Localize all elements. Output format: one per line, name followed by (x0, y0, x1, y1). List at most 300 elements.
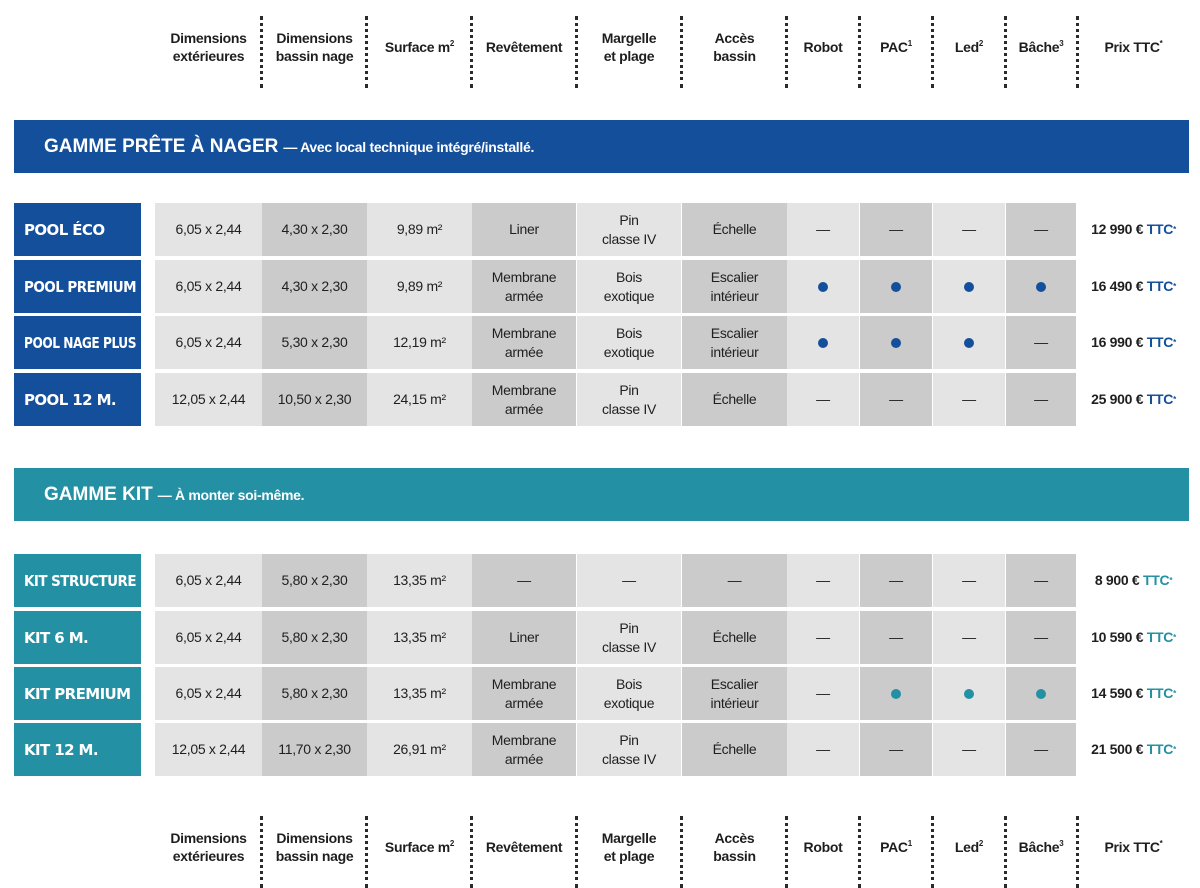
included-dot (891, 689, 901, 699)
header-separator (470, 816, 473, 888)
cell-value (713, 390, 757, 409)
cell-value (172, 390, 245, 409)
included-dot (818, 282, 828, 292)
cell-text-line: 5,30 x 2,30 (281, 334, 348, 350)
cell-text-line: classe IV (601, 400, 657, 417)
row-label (14, 316, 141, 369)
cell-text-line: Pin (619, 211, 639, 228)
cell-text-line: 9,89 m² (396, 278, 443, 294)
cell-surface (367, 723, 472, 776)
cell-text-line: 5,80 x 2,30 (281, 629, 348, 645)
cell-value (711, 675, 759, 713)
cell-robot (787, 667, 859, 720)
header-separator (575, 816, 578, 888)
cell-revetement (472, 611, 576, 664)
column-header-bottom (0, 812, 1200, 882)
cell-revetement (472, 203, 576, 256)
cell-text-line: Membrane (491, 268, 557, 285)
cell-value (1034, 571, 1048, 590)
cell-value (176, 684, 242, 703)
header-margelle (577, 812, 681, 882)
cell-text-line: Membrane (491, 675, 557, 692)
header-label (170, 829, 246, 865)
section-banner-prete (14, 120, 1189, 173)
cell-surface (367, 667, 472, 720)
cell-text-line: — (727, 572, 742, 588)
header-pac (860, 812, 932, 882)
cell-text-line: — (1034, 391, 1048, 407)
cell-value (602, 731, 656, 769)
header-robot (787, 12, 859, 82)
cell-bassin (262, 554, 367, 607)
cell-pac (860, 667, 932, 720)
row-name: KIT STRUCTURE (24, 571, 136, 590)
cell-ext (155, 260, 262, 313)
cell-bassin (262, 723, 367, 776)
header-separator (470, 16, 473, 88)
cell-text-line: armée (504, 400, 544, 417)
cell-value (282, 628, 348, 647)
header-text-line: bassin nage (275, 48, 354, 64)
header-text-line: Dimensions (276, 30, 353, 46)
price-value: 10 590 € (1091, 629, 1147, 645)
price-value: 12 990 € (1091, 221, 1147, 237)
header-separator (260, 16, 263, 88)
cell-margelle (577, 316, 681, 369)
header-text-line: Prix TTC (1104, 839, 1160, 855)
cell-margelle (577, 373, 681, 426)
cell-price: 21 500 € TTC * (1078, 723, 1189, 776)
cell-text-line: 10,50 x 2,30 (277, 391, 352, 407)
cell-text-line: — (622, 572, 636, 588)
cell-text-line: — (816, 391, 830, 407)
cell-bassin (262, 203, 367, 256)
cell-text-line: — (1034, 334, 1048, 350)
row-name: KIT 6 M. (24, 628, 89, 647)
cell-text-line: 6,05 x 2,44 (175, 572, 242, 588)
cell-value (713, 740, 757, 759)
price-value: 14 590 € (1091, 685, 1147, 701)
cell-pac (860, 723, 932, 776)
cell-price: 16 990 € TTC * (1078, 316, 1189, 369)
cell-surface (367, 260, 472, 313)
cell-bache (1006, 723, 1076, 776)
cell-value (604, 324, 655, 362)
price-value: 16 490 € (1091, 278, 1147, 294)
header-sup: 3 (1059, 839, 1064, 848)
row-name: POOL ÉCO (24, 220, 105, 239)
cell-text-line: 4,30 x 2,30 (281, 221, 348, 237)
cell-bache (1006, 611, 1076, 664)
column-header-top (0, 12, 1200, 82)
header-text-line: Dimensions (276, 830, 353, 846)
header-label (955, 838, 983, 856)
cell-value (962, 220, 976, 239)
cell-price: 8 900 € TTC * (1078, 554, 1189, 607)
cell-pac (860, 373, 932, 426)
header-separator (785, 16, 788, 88)
cell-pac (860, 316, 932, 369)
cell-revetement (472, 373, 576, 426)
cell-text-line: — (517, 572, 531, 588)
cell-value (711, 268, 759, 306)
cell-text-line: — (962, 221, 976, 237)
header-separator (575, 16, 578, 88)
cell-acces (682, 316, 787, 369)
header-revetement (472, 812, 576, 882)
header-text-line: Surface m (384, 39, 450, 55)
cell-acces (682, 554, 787, 607)
cell-value (962, 390, 976, 409)
cell-value (492, 268, 557, 306)
header-text-line: Led (954, 839, 979, 855)
included-dot (1036, 282, 1046, 292)
cell-value (622, 571, 636, 590)
cell-bassin (262, 316, 367, 369)
price-value: 8 900 € (1094, 572, 1144, 588)
header-text-line: Led (954, 39, 979, 55)
header-label (170, 29, 246, 65)
cell-text-line: Bois (615, 268, 643, 285)
header-sup: 1 (907, 39, 912, 48)
cell-value (889, 220, 903, 239)
row-label (14, 203, 141, 256)
cell-value (602, 381, 656, 419)
header-label (276, 29, 354, 65)
cell-surface (367, 373, 472, 426)
cell-value (278, 390, 351, 409)
header-label (1105, 38, 1163, 56)
cell-text-line: — (962, 391, 976, 407)
cell-margelle (577, 554, 681, 607)
cell-value (816, 684, 830, 703)
row-name: POOL PREMIUM (24, 277, 136, 296)
cell-acces (682, 611, 787, 664)
cell-text-line: — (816, 629, 830, 645)
header-acces (682, 812, 787, 882)
cell-text-line: 13,35 m² (393, 629, 446, 645)
header-label (1105, 838, 1163, 856)
cell-text-line: 12,05 x 2,44 (171, 391, 246, 407)
header-ext (155, 12, 262, 82)
header-label (602, 829, 656, 865)
cell-margelle (577, 203, 681, 256)
cell-value (962, 740, 976, 759)
header-text-line: Bâche (1018, 39, 1060, 55)
header-separator (1004, 16, 1007, 88)
price-ttc: TTC (1146, 278, 1174, 294)
cell-value (172, 740, 245, 759)
cell-value (517, 571, 531, 590)
cell-value (509, 628, 539, 647)
header-sup: 2 (449, 839, 455, 848)
header-separator (931, 16, 934, 88)
cell-value (397, 220, 442, 239)
header-pac (860, 12, 932, 82)
header-text-line: Revêtement (485, 39, 563, 55)
header-surface (367, 12, 472, 82)
cell-ext (155, 667, 262, 720)
cell-pac (860, 611, 932, 664)
header-sup: * (1159, 39, 1163, 48)
cell-text-line: — (889, 221, 903, 237)
header-separator (1076, 16, 1079, 88)
cell-revetement (472, 667, 576, 720)
row-label (14, 667, 141, 720)
cell-text-line: Bois (615, 675, 643, 692)
cell-ext (155, 611, 262, 664)
cell-revetement (472, 316, 576, 369)
row-name: KIT PREMIUM (24, 684, 131, 703)
header-text-line: Accès (714, 30, 755, 46)
cell-value (1034, 740, 1048, 759)
header-label (486, 838, 562, 856)
header-sup: 2 (978, 39, 984, 48)
header-label (880, 838, 912, 856)
cell-text-line: 13,35 m² (393, 685, 446, 701)
cell-text-line: — (816, 221, 830, 237)
cell-value (816, 740, 830, 759)
cell-margelle (577, 667, 681, 720)
cell-text-line: classe IV (601, 750, 657, 767)
header-prix (1078, 12, 1189, 82)
cell-text-line: Bois (615, 324, 643, 341)
cell-acces (682, 667, 787, 720)
cell-text-line: armée (504, 750, 544, 767)
cell-bache (1006, 667, 1076, 720)
header-separator (858, 816, 861, 888)
header-separator (365, 816, 368, 888)
cell-text-line: — (1034, 629, 1048, 645)
cell-ext (155, 316, 262, 369)
header-label (713, 29, 756, 65)
cell-text-line: — (962, 572, 976, 588)
cell-text-line: — (889, 572, 903, 588)
cell-value (604, 268, 655, 306)
cell-value (393, 628, 446, 647)
cell-text-line: 6,05 x 2,44 (175, 629, 242, 645)
row-label (14, 611, 141, 664)
cell-pac (860, 260, 932, 313)
cell-text-line: Échelle (712, 629, 757, 645)
cell-text-line: — (889, 629, 903, 645)
cell-led (933, 260, 1005, 313)
header-label (713, 829, 756, 865)
price-ttc: TTC (1146, 629, 1174, 645)
cell-led (933, 667, 1005, 720)
cell-text-line: intérieur (710, 343, 759, 360)
cell-bache (1006, 260, 1076, 313)
cell-bassin (262, 373, 367, 426)
cell-text-line: armée (504, 343, 544, 360)
cell-surface (367, 554, 472, 607)
price-ttc: TTC (1146, 741, 1174, 757)
cell-surface (367, 203, 472, 256)
cell-value (602, 211, 656, 249)
header-text-line: et plage (603, 48, 655, 64)
cell-text-line: 5,80 x 2,30 (281, 685, 348, 701)
cell-text-line: 6,05 x 2,44 (175, 334, 242, 350)
header-separator (785, 816, 788, 888)
cell-value (889, 571, 903, 590)
cell-value (492, 731, 557, 769)
price-ttc: TTC (1143, 572, 1170, 588)
price-ttc: TTC (1146, 685, 1174, 701)
cell-ext (155, 203, 262, 256)
section-title: GAMME PRÊTE À NAGER (44, 135, 279, 157)
cell-text-line: 11,70 x 2,30 (278, 741, 351, 757)
header-sup: 2 (449, 39, 455, 48)
header-robot (787, 812, 859, 882)
header-text-line: Margelle (601, 830, 657, 846)
header-separator (365, 16, 368, 88)
header-label (804, 38, 843, 56)
cell-price: 10 590 € TTC * (1078, 611, 1189, 664)
header-text-line: bassin nage (275, 848, 354, 864)
header-label (880, 38, 912, 56)
included-dot (891, 338, 901, 348)
row-label (14, 260, 141, 313)
row-name: POOL 12 M. (24, 390, 116, 409)
cell-text-line: exotique (603, 694, 655, 711)
cell-price: 12 990 € TTC * (1078, 203, 1189, 256)
cell-text-line: classe IV (601, 638, 657, 655)
section-title: GAMME KIT (44, 483, 153, 505)
cell-value (176, 220, 242, 239)
cell-robot (787, 611, 859, 664)
cell-robot (787, 316, 859, 369)
cell-text-line: — (962, 741, 976, 757)
row-name: POOL NAGE PLUS (24, 333, 136, 352)
header-label (1019, 38, 1064, 56)
price-value: 25 900 € (1091, 391, 1147, 407)
included-dot (1036, 689, 1046, 699)
cell-text-line: — (816, 685, 830, 701)
header-text-line: Dimensions (170, 30, 247, 46)
included-dot (964, 338, 974, 348)
cell-ext (155, 373, 262, 426)
cell-value (393, 571, 446, 590)
cell-value (889, 628, 903, 647)
cell-bache (1006, 554, 1076, 607)
cell-text-line: — (1034, 572, 1048, 588)
included-dot (964, 689, 974, 699)
cell-text-line: Escalier (710, 324, 759, 341)
cell-surface (367, 611, 472, 664)
cell-text-line: 5,80 x 2,30 (281, 572, 348, 588)
cell-ext (155, 554, 262, 607)
cell-text-line: Membrane (491, 731, 557, 748)
cell-value (816, 220, 830, 239)
cell-bache (1006, 203, 1076, 256)
cell-value (176, 571, 242, 590)
cell-bassin (262, 611, 367, 664)
cell-value (889, 740, 903, 759)
cell-acces (682, 723, 787, 776)
section-subtitle: — À monter soi-même. (157, 486, 305, 503)
header-label (602, 29, 656, 65)
cell-text-line: Membrane (491, 324, 557, 341)
cell-value (1034, 628, 1048, 647)
header-text-line: extérieures (172, 48, 245, 64)
cell-text-line: — (816, 572, 830, 588)
cell-text-line: — (889, 741, 903, 757)
cell-text-line: exotique (603, 287, 655, 304)
cell-value (282, 277, 348, 296)
cell-value (176, 333, 242, 352)
cell-text-line: Escalier (710, 268, 759, 285)
header-separator (680, 816, 683, 888)
cell-text-line: Membrane (491, 381, 557, 398)
cell-led (933, 316, 1005, 369)
price-value: 21 500 € (1091, 741, 1147, 757)
cell-value (1034, 220, 1048, 239)
cell-value (492, 675, 557, 713)
section-banner-kit (14, 468, 1189, 521)
cell-value (1034, 333, 1048, 352)
cell-price: 25 900 € TTC * (1078, 373, 1189, 426)
cell-text-line: 13,35 m² (393, 572, 446, 588)
header-separator (858, 16, 861, 88)
price-ttc: TTC (1146, 391, 1174, 407)
cell-text-line: 6,05 x 2,44 (175, 278, 242, 294)
cell-text-line: Pin (619, 381, 639, 398)
cell-text-line: — (1034, 741, 1048, 757)
cell-led (933, 373, 1005, 426)
header-separator (680, 16, 683, 88)
header-text-line: Robot (803, 839, 843, 855)
cell-value (713, 628, 757, 647)
cell-text-line: — (816, 741, 830, 757)
cell-value (713, 220, 757, 239)
cell-text-line: 6,05 x 2,44 (175, 221, 242, 237)
cell-value (889, 390, 903, 409)
cell-value (728, 571, 742, 590)
cell-text-line: Liner (509, 629, 539, 645)
header-sup: 2 (978, 839, 984, 848)
cell-value (393, 333, 446, 352)
price-value: 16 990 € (1091, 334, 1147, 350)
cell-acces (682, 203, 787, 256)
price-ttc: TTC (1146, 221, 1174, 237)
cell-text-line: exotique (603, 343, 655, 360)
cell-robot (787, 373, 859, 426)
cell-value (282, 220, 348, 239)
cell-pac (860, 554, 932, 607)
cell-margelle (577, 723, 681, 776)
cell-led (933, 203, 1005, 256)
cell-value (176, 628, 242, 647)
header-label (385, 38, 454, 56)
cell-text-line: 12,05 x 2,44 (171, 741, 246, 757)
cell-value (816, 628, 830, 647)
header-sup: * (1159, 839, 1163, 848)
cell-text-line: armée (504, 287, 544, 304)
cell-value (282, 333, 348, 352)
cell-margelle (577, 260, 681, 313)
cell-value (176, 277, 242, 296)
header-text-line: Robot (803, 39, 843, 55)
cell-text-line: classe IV (601, 230, 657, 247)
row-label (14, 373, 141, 426)
header-acces (682, 12, 787, 82)
cell-text-line: — (1034, 221, 1048, 237)
header-label (1019, 838, 1064, 856)
cell-text-line: 4,30 x 2,30 (281, 278, 348, 294)
included-dot (818, 338, 828, 348)
cell-revetement (472, 554, 576, 607)
header-text-line: bassin (713, 848, 756, 864)
